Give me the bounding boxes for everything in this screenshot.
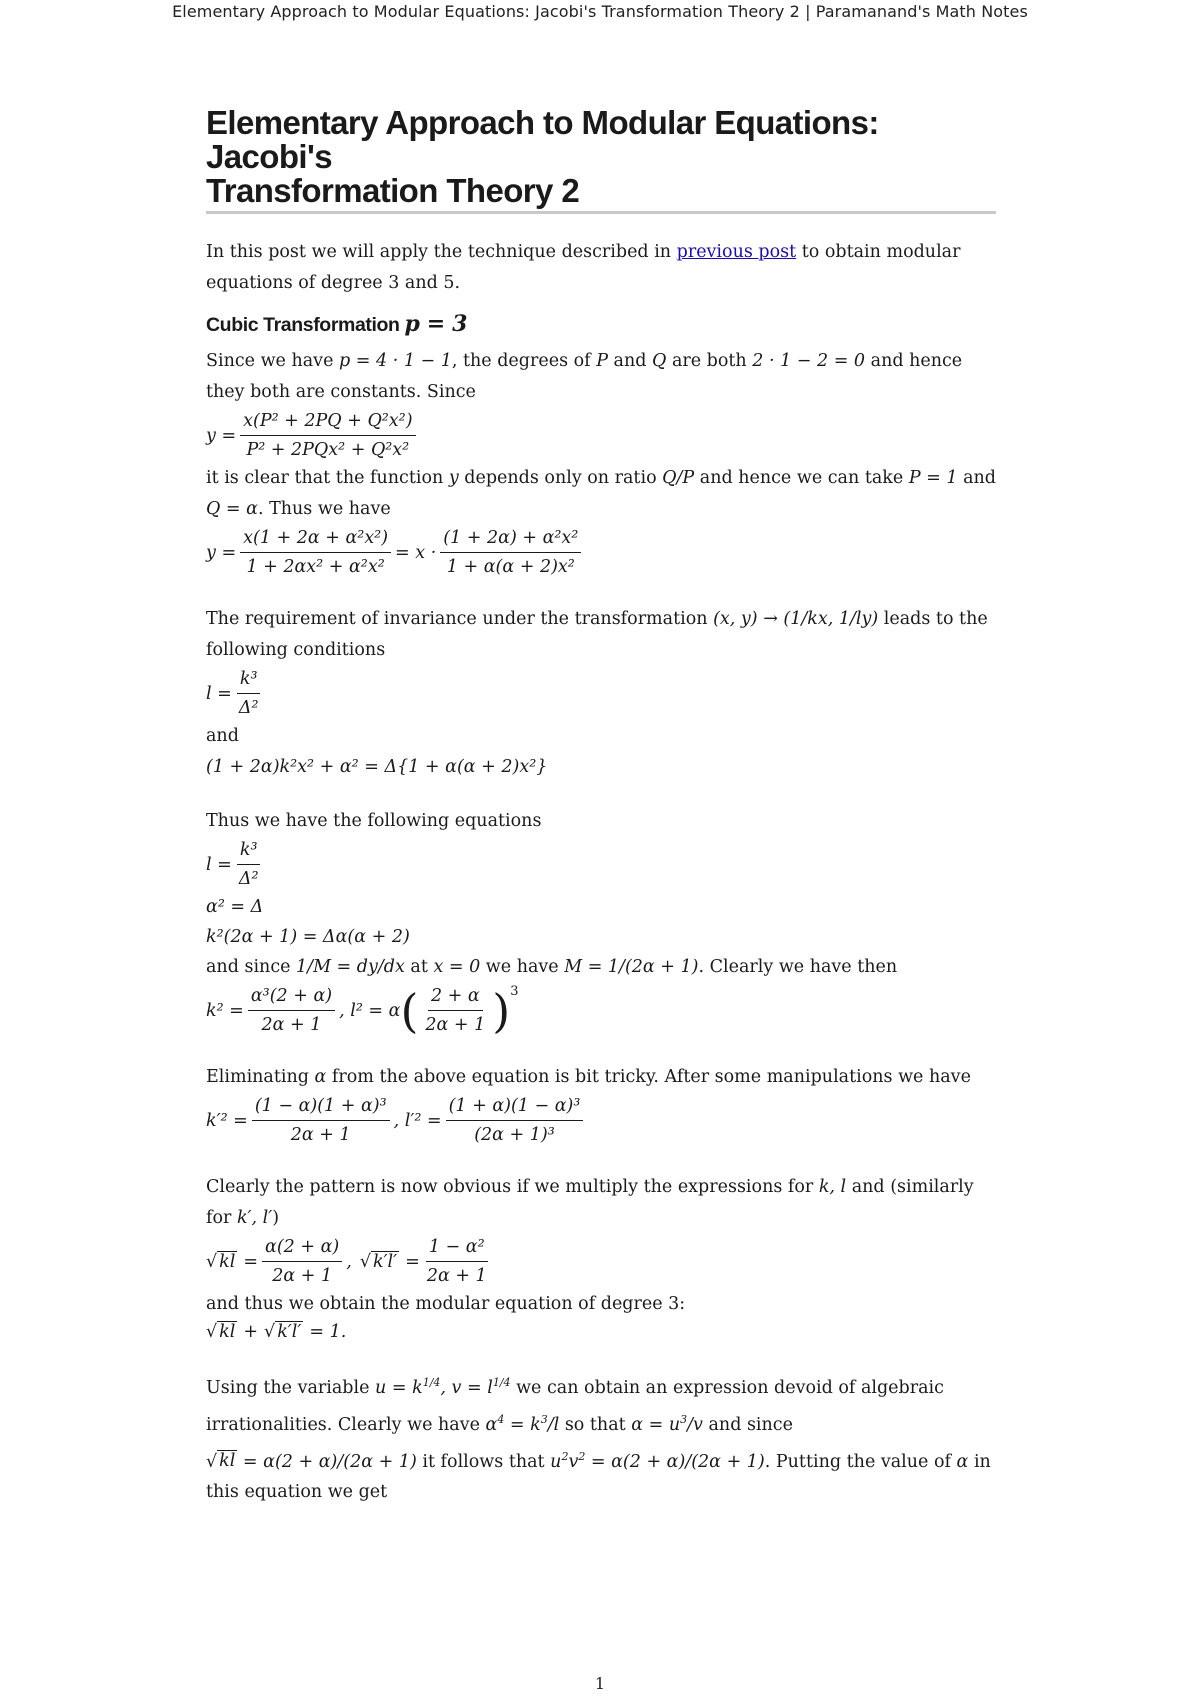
math-inline: u = k [375, 1377, 423, 1398]
fraction [446, 1094, 584, 1147]
text: at [404, 957, 434, 977]
text: . Clearly we have then [698, 957, 898, 977]
denominator: (2α + 1)³ [474, 1125, 555, 1145]
section-heading [206, 305, 996, 344]
fraction [236, 838, 262, 891]
text: and [957, 468, 996, 488]
math-inline: v [568, 1451, 579, 1472]
fraction [248, 984, 335, 1037]
equation-lhs: l = [206, 854, 232, 875]
text: so that [559, 1414, 632, 1435]
page-title [206, 106, 996, 214]
equation-k2-l2 [206, 984, 996, 1037]
fraction [424, 1235, 490, 1288]
math-inline: Q = α [206, 499, 258, 519]
math-inline: k′, l′ [236, 1208, 273, 1228]
math-inline: (x, y) → (1/kx, 1/ly) [713, 609, 879, 629]
text: depends only on ratio [458, 468, 663, 488]
math-inline: u [550, 1451, 562, 1472]
sqrt-sign: √ [264, 1321, 276, 1342]
equation-mid: = x · [395, 542, 437, 563]
radicand: kl [219, 1322, 236, 1342]
equation-condition: (1 + 2α)k²x² + α² = Δ{1 + α(α + 2)x²} [206, 757, 548, 777]
equation-lhs: k² = [206, 1000, 244, 1021]
text: Clearly the pattern is now obvious if we multiply the expressions for [206, 1177, 819, 1197]
math-inline: p = 4 · 1 − 1 [339, 351, 452, 371]
superscript: 1/4 [422, 1376, 441, 1389]
text: are both [666, 351, 753, 371]
fraction [252, 1094, 390, 1147]
denominator: 2α + 1 [290, 1125, 351, 1145]
numerator: (1 + α)(1 − α)³ [446, 1094, 584, 1121]
numerator: (1 + 2α) + α²x² [440, 526, 581, 553]
sqrt-sign: √ [206, 1251, 218, 1272]
equation-lhs: l = [206, 683, 232, 704]
paragraph-degrees [206, 346, 996, 408]
math-inline: k, l [818, 1177, 847, 1197]
math-inline: M = 1/(2α + 1) [564, 957, 699, 977]
math-inline: y [448, 468, 459, 488]
text: ) [272, 1208, 280, 1228]
denominator: Δ² [238, 698, 259, 718]
equation-alpha-delta: α² = Δ [206, 897, 264, 917]
paragraph-pattern [206, 1172, 996, 1234]
text: Eliminating [206, 1067, 315, 1087]
intro-paragraph [206, 237, 996, 299]
equation-y-alpha [206, 526, 996, 579]
superscript: 3 [540, 1412, 548, 1426]
section-heading-math: p = 3 [404, 311, 467, 337]
running-head: Elementary Approach to Modular Equations: Jacobi's Transformation Theory 2 | Paramanand's Math Notes [172, 2, 1028, 21]
equation-kprime-lprime [206, 1094, 996, 1147]
denominator: 2α + 1 [272, 1266, 333, 1286]
math-inline: α [314, 1067, 327, 1087]
denominator: P² + 2PQx² + Q²x² [246, 440, 410, 460]
previous-post-link[interactable]: previous post [676, 242, 797, 262]
denominator: Δ² [238, 869, 259, 889]
math-inline: α = u [631, 1414, 681, 1435]
text: we have [480, 957, 565, 977]
text: in this equation we get [206, 1451, 991, 1503]
radicand: kl [219, 1252, 236, 1272]
numerator: x(1 + 2α + α²x²) [240, 526, 391, 553]
and-text: and [206, 726, 239, 746]
page-number: 1 [594, 1674, 606, 1693]
equals: = [405, 1251, 420, 1272]
superscript: 2 [561, 1449, 569, 1463]
sqrt-sign: √ [359, 1251, 371, 1272]
numerator: x(P² + 2PQ + Q²x²) [240, 409, 415, 436]
numerator: 1 − α² [426, 1235, 488, 1262]
numerator: 2 + α [428, 984, 483, 1011]
text: and hence they both are constants. Since [206, 351, 963, 402]
comma: , [346, 1251, 352, 1272]
numerator: α(2 + α) [262, 1235, 342, 1262]
text: from the above equation is bit tricky. After some manipulations we have [326, 1067, 971, 1087]
text: it follows that [416, 1451, 551, 1472]
numerator: (1 − α)(1 + α)³ [252, 1094, 390, 1121]
text: it is clear that the function [206, 468, 449, 488]
math-inline: P = 1 [908, 468, 958, 488]
fraction [240, 526, 391, 579]
equation-y-general [206, 409, 996, 462]
math-inline: , v = l [440, 1377, 493, 1398]
equation-lhs: y = [206, 425, 237, 446]
title-line-2: Transformation Theory 2 [206, 172, 580, 209]
denominator: 2α + 1 [425, 1015, 486, 1035]
text: and (similarly for [206, 1177, 974, 1228]
text: Using the variable [206, 1377, 376, 1398]
text: . Thus we have [257, 499, 391, 519]
equation-end: = 1. [309, 1321, 347, 1342]
superscript: 4 [497, 1412, 505, 1426]
title-line-1: Elementary Approach to Modular Equations: Jacobi's [206, 104, 879, 175]
intro-text: In this post we will apply the technique described in [206, 242, 677, 262]
equation-l [206, 667, 996, 720]
math-inline: 1/M = dy/dx [296, 957, 405, 977]
math-inline: = k [504, 1414, 541, 1435]
superscript: 1/4 [492, 1376, 511, 1389]
paragraph-following: Thus we have the following equations [206, 811, 542, 831]
math-inline: /l [547, 1414, 560, 1435]
fraction [262, 1235, 342, 1288]
equation-l-repeat [206, 838, 996, 891]
intro-text-end: to obtain modular equations of degree 3 and 5. [206, 242, 961, 293]
paragraph-multiplier [206, 952, 996, 983]
text: and since [702, 1414, 793, 1435]
denominator: 1 + 2αx² + α²x² [246, 557, 385, 577]
fraction [236, 667, 262, 720]
equation-lhs: , l′² = [393, 1110, 442, 1131]
text: and [607, 351, 653, 371]
numerator: α³(2 + α) [248, 984, 335, 1011]
paragraph-invariance [206, 604, 996, 666]
math-inline: x = 0 [433, 957, 481, 977]
paragraph-modular: and thus we obtain the modular equation of degree 3: [206, 1294, 686, 1314]
math-inline: 2 · 1 − 2 = 0 [752, 351, 866, 371]
superscript: 2 [578, 1449, 586, 1463]
math-inline: P [596, 351, 608, 371]
section-heading-text: Cubic Transformation [206, 314, 405, 336]
math-inline: = α(2 + α)/(2α + 1) [237, 1451, 417, 1472]
radicand: k′l′ [277, 1322, 302, 1342]
text: and since [206, 957, 297, 977]
article [206, 106, 996, 1508]
text: and hence we can take [694, 468, 909, 488]
paragraph-variables [206, 1367, 996, 1441]
equals: = [243, 1251, 259, 1272]
equation-lhs: k′² = [206, 1110, 248, 1131]
numerator: k³ [237, 667, 261, 694]
sqrt-sign: √ [206, 1451, 218, 1472]
text: The requirement of invariance under the transformation [206, 609, 714, 629]
denominator: 2α + 1 [261, 1015, 322, 1035]
text: Since we have [206, 351, 339, 371]
plus: + [243, 1321, 259, 1342]
equation-k2: k²(2α + 1) = Δα(α + 2) [206, 927, 410, 947]
fraction [440, 526, 581, 579]
radicand: kl [219, 1451, 236, 1472]
text: leads to the following conditions [206, 609, 988, 660]
numerator: k³ [237, 838, 261, 865]
paragraph-eliminating [206, 1062, 996, 1093]
sqrt-sign: √ [206, 1321, 218, 1342]
fraction [422, 984, 488, 1037]
equation-sqrt-products [206, 1235, 996, 1288]
math-inline: α [485, 1414, 498, 1435]
paragraph-ratio [206, 463, 996, 525]
text: . Putting the value of [764, 1451, 957, 1472]
equation-modular-degree-3 [206, 1321, 996, 1342]
denominator: 2α + 1 [426, 1266, 487, 1286]
right-paren: ) [492, 983, 511, 1038]
equation-lhs: , l² = α [339, 1000, 401, 1021]
text: , the degrees of [451, 351, 597, 371]
superscript: 3 [680, 1412, 688, 1426]
math-inline: = α(2 + α)/(2α + 1) [585, 1451, 765, 1472]
math-inline: Q/P [662, 468, 695, 488]
math-inline: Q [652, 351, 667, 371]
denominator: 1 + α(α + 2)x² [446, 557, 575, 577]
math-inline: α [956, 1451, 969, 1472]
math-inline: /v [687, 1414, 703, 1435]
left-paren: ( [400, 983, 419, 1038]
text: we can obtain an expression devoid of algebraic irrationalities. Clearly we have [206, 1377, 944, 1435]
exponent: 3 [510, 984, 519, 999]
radicand: k′l′ [372, 1252, 398, 1272]
fraction [240, 409, 415, 462]
paragraph-putting [206, 1441, 996, 1509]
equation-lhs: y = [206, 542, 237, 563]
